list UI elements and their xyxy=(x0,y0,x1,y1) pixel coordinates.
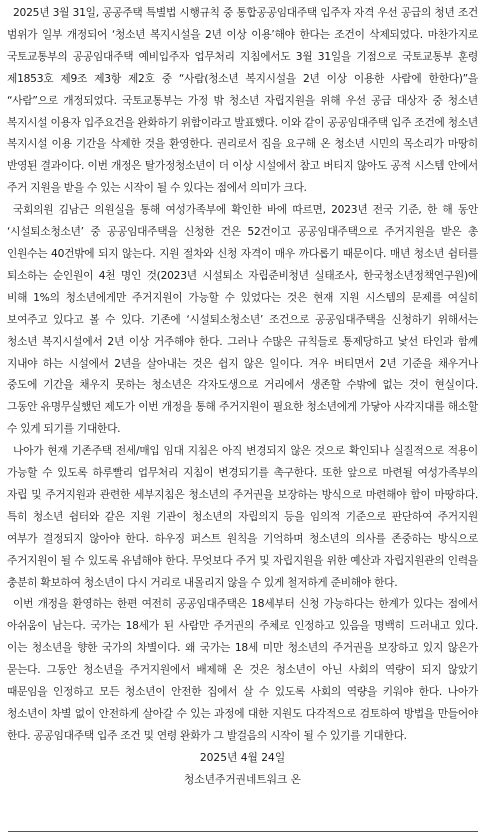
paragraph-3: 나아가 현재 기존주택 전세/매입 임대 지침은 아직 변경되지 않은 것으로 확인되나 실질적으로 적용이 가능할 수 있도록 하루빨리 업무처리 지침이 변경되기를 촉구한다. 또한 앞으로 마련될 여성가족부의 자립 및 주거지원과 관련한 세부지침은 청소년의 주거권을 보장하는 방식으로 마련해야 함이 마땅하다. 특히 청소년 쉼터와 같은 지원 기관이 청소년의 자립의지 등을 임의적 기준으로 판단하여 주거지원 여부가 결정되지 않아야 한다. 하우징 퍼스트 원칙을 기억하며 청소년의 의사를 존중하는 방식으로 주거지원이 될 수 있도록 유념해야 한다. 무엇보다 주거 및 자립지원을 위한 예산과 자립지원관의 인력을 충분히 확보하여 청소년이 다시 거리로 내몰리지 않을 수 있게 철저하게 준비해야 한다. xyxy=(7,444,478,589)
statement-document xyxy=(7,2,478,791)
statement-signature: 청소년주거권네트워크 온 xyxy=(184,772,301,786)
statement-date: 2025년 4월 24일 xyxy=(199,750,286,764)
bottom-divider xyxy=(8,831,478,832)
paragraph-1: 2025년 3월 31일, 공공주택 특별법 시행규칙 중 통합공공임대주택 입주자 자격 우선 공급의 청년 조건 범위가 일부 개정되어 ‘청소년 복지시설을 2년 이상 이용’해야 한다는 조건이 삭제되었다. 마찬가지로 국토교통부의 공공임대주택 예비입주자 업무처리 지침에서도 3월 31일을 기점으로 국토교통부 훈령 제1853호 제9조 제3항 제2호 중 “사람(청소년 복지시설을 2년 이상 이용한 사람에 한한다)”을 “사람”으로 개정되었다. 국토교통부는 가정 밖 청소년 자립지원을 위해 우선 공급 대상자 중 청소년 복지시설 이용자 입주요건을 완화하기 위함이라고 발표했다. 이와 같이 공공임대주택 입주 조건에 청소년 복지시설 이용 기간을 삭제한 것을 환영한다. 권리로서 집을 요구해 온 청소년 시민의 목소리가 마땅히 반영된 결과이다. 이번 개정은 탈가정청소년이 더 이상 시설에서 참고 버티지 않아도 공적 시스템 안에서 주거 지원을 받을 수 있는 시작이 될 수 있다는 점에서 의미가 크다. xyxy=(7,6,478,195)
paragraph-2: 국회의원 김남근 의원실을 통해 여성가족부에 확인한 바에 따르면, 2023년 전국 기준, 한 해 동안 ‘시설퇴소청소년’ 중 공공임대주택을 신청한 건은 52건이고 공공임대주택으로 주거지원을 받은 총 인원수는 40건밖에 되지 않는다. 지원 절차와 신청 자격이 매우 까다롭기 때문이다. 매년 청소년 쉼터를 퇴소하는 순인원이 4천 명인 것(2023년 시설퇴소 자립준비청년 실태조사, 한국청소년정책연구원)에 비해 1%의 청소년에게만 주거지원이 가능할 수 있었다는 것은 현재 지원 시스템의 문제를 여실히 보여주고 있다고 볼 수 있다. 기존에 ‘시설퇴소청소년’ 조건으로 공공임대주택을 신청하기 위해서는 청소년 복지시설에서 2년 이상 거주해야 한다. 그러나 수많은 규칙들로 통제당하고 낯선 타인과 함께 지내야 하는 시설에서 2년을 살아내는 것은 쉽지 않은 일이다. 겨우 버티면서 2년 기준을 채우거나 중도에 기간을 채우지 못하는 청소년은 각자도생으로 거리에서 생존할 수밖에 없는 것이 현실이다. 그동안 유명무실했던 제도가 이번 개정을 통해 주거지원이 필요한 청소년에게 가닿아 사각지대를 해소할 수 있게 되기를 기대한다. xyxy=(7,203,478,436)
paragraph-4: 이번 개정을 환영하는 한편 여전히 공공임대주택은 18세부터 신청 가능하다는 한계가 있다는 점에서 아쉬움이 남는다. 국가는 18세가 된 사람만 주거권의 주체로 인정하고 있음을 명백히 드러내고 있다. 이는 청소년을 향한 국가의 차별이다. 왜 국가는 18세 미만 청소년의 주거권을 보장하고 있지 않은가 묻는다. 그동안 청소년을 주거지원에서 배제해 온 것은 청소년이 아닌 사회의 역량이 되지 않았기 때문임을 인정하고 모든 청소년이 안전한 집에서 살 수 있도록 사회의 역량을 키워야 한다. 나아가 청소년이 차별 없이 안전하게 살아갈 수 있는 과정에 대한 지원도 다각적으로 검토하여 방법을 만들어야 한다. 공공임대주택 입주 조건 및 연령 완화가 그 발걸음의 시작이 될 수 있기를 기대한다. xyxy=(7,597,478,742)
